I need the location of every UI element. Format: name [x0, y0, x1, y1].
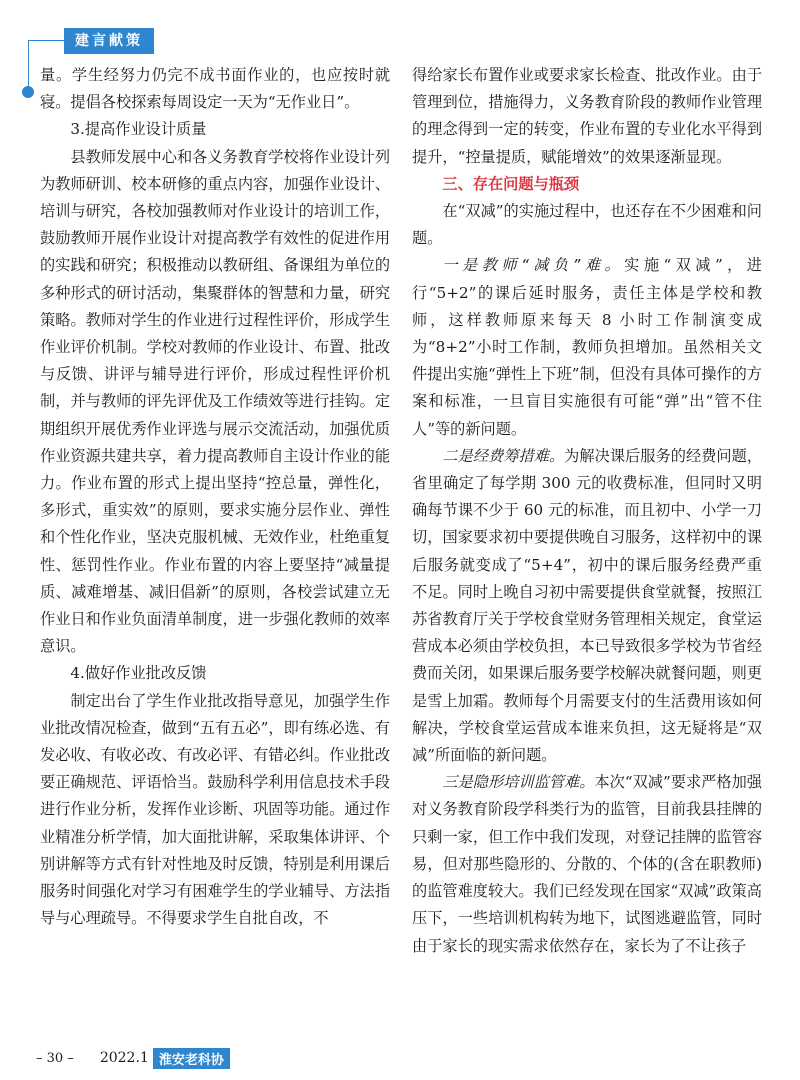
paragraph — [412, 443, 762, 769]
paragraph-lead: 二是经费筹措难。 — [442, 446, 565, 465]
subheading: 4.做好作业批改反馈 — [70, 664, 207, 683]
page-number: – 30 – — [36, 1050, 74, 1066]
margin-decoration-line — [28, 40, 29, 88]
paragraph: 量。学生经努力仍完不成书面作业的，也应按时就寝。提倡各校探索每周设定一天为“无作业日”。 — [40, 66, 390, 112]
paragraph: 制定出台了学生作业批改指导意见，加强学生作业批改情况检查，做到“五有五必”，即有练必选、有发必收、有收必改、有改必评、有错必纠。作业批改要正确规范、评语恰当。鼓励科学利用信息技术手段进行作业分析，发挥作业诊断、巩固等功能。通过作业精准分析学情，加大面批讲解，采取集体讲评、个别讲解等方式有针对性地及时反馈，特别是利用课后服务时间强化对学习有困难学生的学业辅导、方法指导与心理疏导。不得要求学生自批自改，不 — [40, 691, 390, 928]
paragraph-body: 本次“双减”要求严格加强对义务教育阶段学科类行为的监管，目前我县挂牌的只剩一家，但工作中我们发现，对登记挂牌的监管容易，但对那些隐形的、分散的、个体的(含在职教师)的监管难度较大。我们已经发现在国家“双减”政策高压下，一些培训机构转为地下，试图逃避监管，同时由于家长的现实需求依然存在，家长为了不让孩子 — [412, 773, 762, 955]
paragraph — [412, 252, 762, 442]
paragraph: 得给家长布置作业或要求家长检查、批改作业。由于管理到位，措施得力，义务教育阶段的教师作业管理的理念得到一定的转变，作业布置的专业化水平得到提升，“控量提质，赋能增效”的效果逐渐显现。 — [412, 66, 762, 166]
paragraph-lead: 三是隐形培训监管难。 — [442, 773, 595, 792]
paragraph: 在“双减”的实施过程中，也还存在不少困难和问题。 — [412, 202, 762, 248]
page-footer — [36, 1046, 230, 1070]
header-decoration-line — [28, 40, 64, 41]
section-heading: 三、存在问题与瓶颈 — [442, 174, 580, 193]
right-column — [412, 62, 762, 960]
subheading: 3.提高作业设计质量 — [70, 120, 207, 139]
margin-decoration-dot — [22, 86, 34, 98]
paragraph — [412, 769, 762, 959]
left-column — [40, 62, 390, 933]
paragraph: 县教师发展中心和各义务教育学校将作业设计列为教师研训、校本研修的重点内容，加强作业设计、培训与研究，各校加强教师对作业设计的培训工作，鼓励教师开展作业设计对提高教学有效性的促进作用的实践和研究；积极推动以教研组、备课组为单位的多种形式的研讨活动，集聚群体的智慧和力量，研究策略。教师对学生的作业进行过程性评价，形成学生作业评价机制。学校对教师的作业设计、布置、批改与反馈、讲评与辅导进行评价，形成过程性评价机制，并与教师的评先评优及工作绩效等进行挂钩。定期组织开展优秀作业评选与展示交流活动，加强优质作业资源共建共享，着力提高教师自主设计作业的能力。作业布置的形式上提出坚持“控总量，弹性化，多形式，重实效”的原则，要求实施分层作业、弹性和个性化作业，坚决克服机械、无效作业，杜绝重复性、惩罚性作业。作业布置的内容上要坚持“减量提质、减难增基、减旧倡新”的原则，各校尝试建立无作业日和作业负面清单制度，进一步强化教师的效率意识。 — [40, 147, 390, 656]
issue-number: 2022.1 — [99, 1050, 149, 1066]
paragraph-body: 实施“双减”，进行“5+2”的课后延时服务，责任主体是学校和教师，这样教师原来每天 8 小时工作制演变成为“8+2”小时工作制，教师负担增加。虽然相关文件提出实施“弹性上下班”制，但没有具体可操作的方案和标准，一旦盲目实施很有可能“弹”出“管不住人”等的新问题。 — [412, 256, 762, 438]
journal-name: 淮安老科协 — [153, 1048, 230, 1069]
paragraph-body: 为解决课后服务的经费问题，省里确定了每学期 300 元的收费标准，但同时又明确每节课不少于 60 元的标准，而且初中、小学一刀切，国家要求初中要提供晚自习服务，这样初中的课后服务就变成了“5+4”，初中的课后服务经费严重不足。同时上晚自习初中需要提供食堂就餐，按照江苏省教育厅关于学校食堂财务管理相关规定，食堂运营成本必须由学校负担，本已导致很多学校为节省经费而关闭，如果课后服务要学校解决就餐问题，则更是雪上加霜。教师每个月需要支付的生活费用该如何解决，学校食堂运营成本谁来负担，这无疑将是“双减”所面临的新问题。 — [412, 446, 763, 765]
section-label: 建言献策 — [64, 28, 154, 54]
paragraph-lead: 一是教师“减负”难。 — [442, 256, 625, 275]
